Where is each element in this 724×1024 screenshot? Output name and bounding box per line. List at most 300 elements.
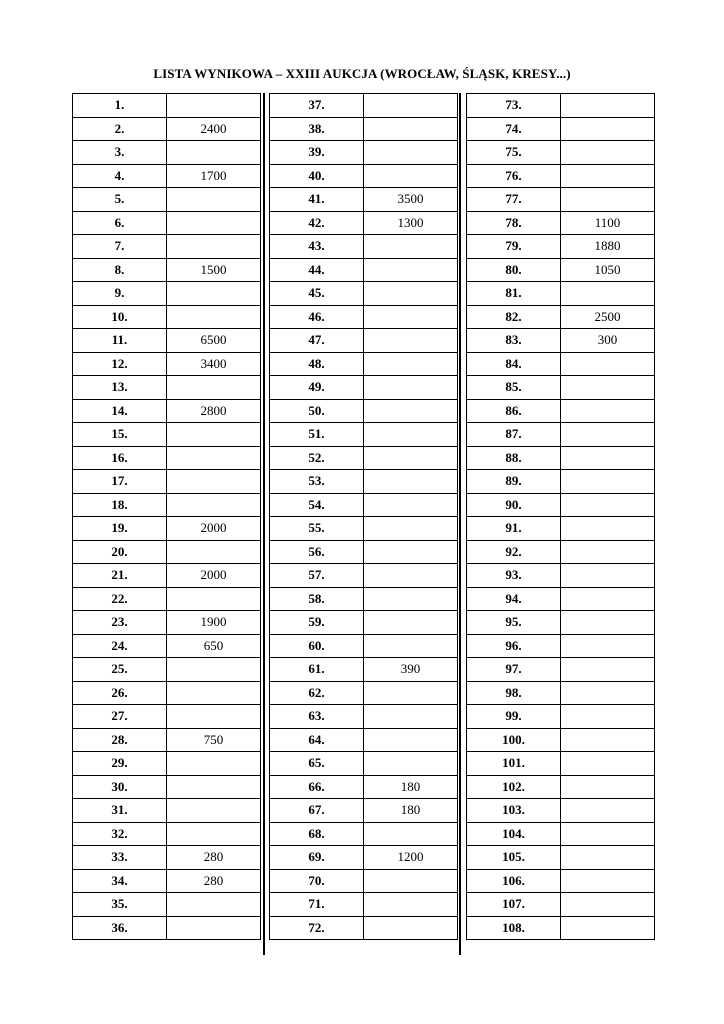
lot-number: 97.	[467, 658, 561, 682]
lot-number: 43.	[270, 235, 364, 259]
result-price: 1700	[167, 164, 261, 188]
table-row	[270, 164, 458, 188]
table-row	[467, 587, 655, 611]
table-row	[467, 399, 655, 423]
table-row	[73, 352, 261, 376]
table-row	[467, 352, 655, 376]
result-price	[364, 141, 458, 165]
result-price	[561, 893, 655, 917]
result-price	[364, 893, 458, 917]
table-row	[270, 611, 458, 635]
table-row	[73, 799, 261, 823]
table-row	[467, 446, 655, 470]
table-row	[73, 117, 261, 141]
result-price	[561, 446, 655, 470]
table-row	[467, 822, 655, 846]
table-row	[467, 564, 655, 588]
table-row	[467, 634, 655, 658]
result-price	[561, 634, 655, 658]
table-row	[270, 564, 458, 588]
lot-number: 10.	[73, 305, 167, 329]
result-price	[167, 799, 261, 823]
result-price	[561, 822, 655, 846]
table-row	[73, 258, 261, 282]
result-price: 1500	[167, 258, 261, 282]
table-row	[270, 705, 458, 729]
table-row	[270, 305, 458, 329]
column-divider	[459, 93, 461, 955]
result-price	[364, 470, 458, 494]
lot-number: 29.	[73, 752, 167, 776]
lot-number: 71.	[270, 893, 364, 917]
lot-number: 91.	[467, 517, 561, 541]
table-row	[73, 446, 261, 470]
result-price: 1900	[167, 611, 261, 635]
result-price	[364, 728, 458, 752]
lot-number: 47.	[270, 329, 364, 353]
results-column-3	[466, 93, 655, 940]
result-price	[561, 282, 655, 306]
result-price	[167, 916, 261, 940]
lot-number: 15.	[73, 423, 167, 447]
result-price	[561, 94, 655, 118]
lot-number: 7.	[73, 235, 167, 259]
table-row	[467, 188, 655, 212]
page-title: LISTA WYNIKOWA – XXIII AUKCJA (WROCŁAW, ŚLĄSK, KRESY...)	[153, 66, 571, 81]
lot-number: 31.	[73, 799, 167, 823]
table-row	[73, 775, 261, 799]
result-price	[561, 799, 655, 823]
lot-number: 98.	[467, 681, 561, 705]
lot-number: 61.	[270, 658, 364, 682]
result-price	[561, 540, 655, 564]
lot-number: 48.	[270, 352, 364, 376]
table-row	[73, 611, 261, 635]
result-price	[167, 705, 261, 729]
lot-number: 14.	[73, 399, 167, 423]
lot-number: 103.	[467, 799, 561, 823]
result-price	[561, 869, 655, 893]
lot-number: 55.	[270, 517, 364, 541]
result-price	[167, 540, 261, 564]
lot-number: 28.	[73, 728, 167, 752]
table-row	[467, 728, 655, 752]
result-price	[561, 493, 655, 517]
lot-number: 35.	[73, 893, 167, 917]
table-row	[73, 846, 261, 870]
table-row	[73, 94, 261, 118]
table-row	[467, 775, 655, 799]
result-price	[364, 329, 458, 353]
table-row	[73, 916, 261, 940]
table-row	[270, 517, 458, 541]
lot-number: 58.	[270, 587, 364, 611]
result-price	[167, 141, 261, 165]
lot-number: 59.	[270, 611, 364, 635]
lot-number: 53.	[270, 470, 364, 494]
table-row	[467, 211, 655, 235]
table-row	[73, 634, 261, 658]
result-price	[167, 752, 261, 776]
table-row	[73, 305, 261, 329]
result-price	[561, 117, 655, 141]
lot-number: 66.	[270, 775, 364, 799]
result-price	[364, 446, 458, 470]
table-row	[467, 282, 655, 306]
table-row	[270, 399, 458, 423]
table-row	[270, 329, 458, 353]
result-price	[561, 752, 655, 776]
table-row	[467, 258, 655, 282]
result-price	[561, 423, 655, 447]
result-price: 1050	[561, 258, 655, 282]
lot-number: 50.	[270, 399, 364, 423]
result-price	[364, 869, 458, 893]
result-price: 2800	[167, 399, 261, 423]
table-row	[73, 376, 261, 400]
result-price	[561, 188, 655, 212]
lot-number: 88.	[467, 446, 561, 470]
result-price	[561, 611, 655, 635]
lot-number: 73.	[467, 94, 561, 118]
table-row	[73, 564, 261, 588]
lot-number: 32.	[73, 822, 167, 846]
results-table	[269, 93, 458, 940]
table-row	[270, 352, 458, 376]
lot-number: 105.	[467, 846, 561, 870]
table-row	[467, 164, 655, 188]
result-price: 280	[167, 869, 261, 893]
lot-number: 49.	[270, 376, 364, 400]
lot-number: 84.	[467, 352, 561, 376]
result-price	[364, 282, 458, 306]
table-row	[467, 846, 655, 870]
result-price: 750	[167, 728, 261, 752]
lot-number: 87.	[467, 423, 561, 447]
result-price	[167, 94, 261, 118]
table-row	[73, 141, 261, 165]
result-price	[167, 893, 261, 917]
table-row	[467, 752, 655, 776]
lot-number: 26.	[73, 681, 167, 705]
table-row	[270, 822, 458, 846]
result-price	[561, 517, 655, 541]
lot-number: 56.	[270, 540, 364, 564]
result-price	[167, 235, 261, 259]
lot-number: 27.	[73, 705, 167, 729]
lot-number: 80.	[467, 258, 561, 282]
table-row	[73, 893, 261, 917]
lot-number: 18.	[73, 493, 167, 517]
result-price	[364, 493, 458, 517]
result-price: 300	[561, 329, 655, 353]
result-price	[364, 681, 458, 705]
table-row	[467, 235, 655, 259]
lot-number: 65.	[270, 752, 364, 776]
table-row	[270, 681, 458, 705]
result-price: 6500	[167, 329, 261, 353]
result-price: 1100	[561, 211, 655, 235]
table-row	[73, 423, 261, 447]
lot-number: 19.	[73, 517, 167, 541]
table-row	[73, 517, 261, 541]
lot-number: 46.	[270, 305, 364, 329]
lot-number: 20.	[73, 540, 167, 564]
lot-number: 52.	[270, 446, 364, 470]
result-price: 3400	[167, 352, 261, 376]
result-price	[167, 775, 261, 799]
result-price	[364, 916, 458, 940]
lot-number: 70.	[270, 869, 364, 893]
lot-number: 67.	[270, 799, 364, 823]
table-row	[270, 376, 458, 400]
table-row	[467, 869, 655, 893]
lot-number: 100.	[467, 728, 561, 752]
lot-number: 13.	[73, 376, 167, 400]
table-row	[467, 117, 655, 141]
table-row	[467, 376, 655, 400]
lot-number: 37.	[270, 94, 364, 118]
result-price	[167, 446, 261, 470]
lot-number: 83.	[467, 329, 561, 353]
table-row	[73, 399, 261, 423]
results-table	[72, 93, 261, 940]
lot-number: 106.	[467, 869, 561, 893]
lot-number: 39.	[270, 141, 364, 165]
lot-number: 54.	[270, 493, 364, 517]
lot-number: 94.	[467, 587, 561, 611]
result-price	[167, 658, 261, 682]
lot-number: 12.	[73, 352, 167, 376]
result-price: 1880	[561, 235, 655, 259]
result-price	[561, 141, 655, 165]
result-price	[167, 470, 261, 494]
result-price: 3500	[364, 188, 458, 212]
result-price	[561, 775, 655, 799]
table-row	[467, 305, 655, 329]
result-price	[364, 423, 458, 447]
table-row	[270, 282, 458, 306]
lot-number: 8.	[73, 258, 167, 282]
table-row	[270, 117, 458, 141]
table-row	[73, 728, 261, 752]
table-row	[73, 587, 261, 611]
result-price: 1200	[364, 846, 458, 870]
table-row	[467, 681, 655, 705]
lot-number: 85.	[467, 376, 561, 400]
table-row	[270, 587, 458, 611]
lot-number: 69.	[270, 846, 364, 870]
table-row	[270, 893, 458, 917]
table-row	[270, 493, 458, 517]
lot-number: 95.	[467, 611, 561, 635]
lot-number: 1.	[73, 94, 167, 118]
result-price	[167, 681, 261, 705]
lot-number: 90.	[467, 493, 561, 517]
lot-number: 64.	[270, 728, 364, 752]
lot-number: 23.	[73, 611, 167, 635]
lot-number: 9.	[73, 282, 167, 306]
table-row	[270, 258, 458, 282]
table-row	[270, 775, 458, 799]
table-row	[270, 211, 458, 235]
result-price	[167, 376, 261, 400]
lot-number: 79.	[467, 235, 561, 259]
lot-number: 96.	[467, 634, 561, 658]
table-row	[467, 540, 655, 564]
result-price	[561, 846, 655, 870]
table-row	[467, 493, 655, 517]
table-row	[467, 658, 655, 682]
lot-number: 68.	[270, 822, 364, 846]
result-price	[167, 822, 261, 846]
result-price: 2500	[561, 305, 655, 329]
table-row	[73, 822, 261, 846]
result-price: 1300	[364, 211, 458, 235]
lot-number: 86.	[467, 399, 561, 423]
result-price	[561, 399, 655, 423]
table-row	[73, 211, 261, 235]
result-price	[167, 211, 261, 235]
lot-number: 41.	[270, 188, 364, 212]
result-price	[364, 399, 458, 423]
result-price: 650	[167, 634, 261, 658]
lot-number: 78.	[467, 211, 561, 235]
result-price	[167, 493, 261, 517]
results-column-1	[72, 93, 261, 940]
table-row	[270, 141, 458, 165]
result-price	[364, 376, 458, 400]
table-row	[270, 799, 458, 823]
result-price: 180	[364, 799, 458, 823]
result-price	[561, 916, 655, 940]
table-row	[270, 470, 458, 494]
lot-number: 77.	[467, 188, 561, 212]
result-price	[364, 517, 458, 541]
column-divider	[263, 93, 265, 955]
table-row	[270, 846, 458, 870]
result-price: 2000	[167, 564, 261, 588]
lot-number: 89.	[467, 470, 561, 494]
result-price	[364, 540, 458, 564]
table-row	[73, 540, 261, 564]
result-price	[364, 564, 458, 588]
table-row	[467, 94, 655, 118]
table-row	[270, 235, 458, 259]
result-price	[364, 164, 458, 188]
lot-number: 60.	[270, 634, 364, 658]
table-row	[467, 517, 655, 541]
table-row	[467, 329, 655, 353]
table-row	[73, 493, 261, 517]
result-price: 2400	[167, 117, 261, 141]
result-price	[561, 728, 655, 752]
lot-number: 74.	[467, 117, 561, 141]
result-price	[167, 305, 261, 329]
result-price	[364, 822, 458, 846]
table-row	[467, 141, 655, 165]
table-row	[73, 869, 261, 893]
table-row	[270, 752, 458, 776]
lot-number: 16.	[73, 446, 167, 470]
lot-number: 2.	[73, 117, 167, 141]
table-row	[467, 611, 655, 635]
table-row	[73, 164, 261, 188]
table-row	[270, 728, 458, 752]
result-price	[364, 235, 458, 259]
lot-number: 104.	[467, 822, 561, 846]
lot-number: 6.	[73, 211, 167, 235]
result-price	[167, 188, 261, 212]
result-price	[561, 164, 655, 188]
result-price: 180	[364, 775, 458, 799]
lot-number: 30.	[73, 775, 167, 799]
result-price	[167, 423, 261, 447]
lot-number: 63.	[270, 705, 364, 729]
lot-number: 99.	[467, 705, 561, 729]
lot-number: 33.	[73, 846, 167, 870]
result-price: 390	[364, 658, 458, 682]
lot-number: 45.	[270, 282, 364, 306]
result-price: 2000	[167, 517, 261, 541]
result-price	[167, 282, 261, 306]
lot-number: 3.	[73, 141, 167, 165]
table-row	[270, 658, 458, 682]
result-price	[167, 587, 261, 611]
table-row	[467, 916, 655, 940]
lot-number: 25.	[73, 658, 167, 682]
lot-number: 93.	[467, 564, 561, 588]
result-price	[364, 752, 458, 776]
result-price	[364, 258, 458, 282]
lot-number: 38.	[270, 117, 364, 141]
table-row	[270, 869, 458, 893]
table-row	[73, 681, 261, 705]
result-price	[561, 564, 655, 588]
result-price	[364, 94, 458, 118]
lot-number: 17.	[73, 470, 167, 494]
result-price	[561, 376, 655, 400]
result-price	[364, 705, 458, 729]
table-row	[73, 282, 261, 306]
lot-number: 81.	[467, 282, 561, 306]
lot-number: 72.	[270, 916, 364, 940]
table-row	[73, 329, 261, 353]
result-price	[561, 587, 655, 611]
table-row	[270, 446, 458, 470]
lot-number: 4.	[73, 164, 167, 188]
table-row	[270, 540, 458, 564]
table-row	[467, 799, 655, 823]
lot-number: 101.	[467, 752, 561, 776]
result-price	[561, 658, 655, 682]
lot-number: 5.	[73, 188, 167, 212]
lot-number: 76.	[467, 164, 561, 188]
table-row	[270, 94, 458, 118]
lot-number: 82.	[467, 305, 561, 329]
result-price: 280	[167, 846, 261, 870]
result-price	[364, 611, 458, 635]
lot-number: 62.	[270, 681, 364, 705]
result-price	[364, 305, 458, 329]
result-price	[561, 352, 655, 376]
lot-number: 40.	[270, 164, 364, 188]
table-row	[467, 893, 655, 917]
table-row	[467, 470, 655, 494]
table-row	[467, 423, 655, 447]
table-row	[270, 634, 458, 658]
lot-number: 21.	[73, 564, 167, 588]
